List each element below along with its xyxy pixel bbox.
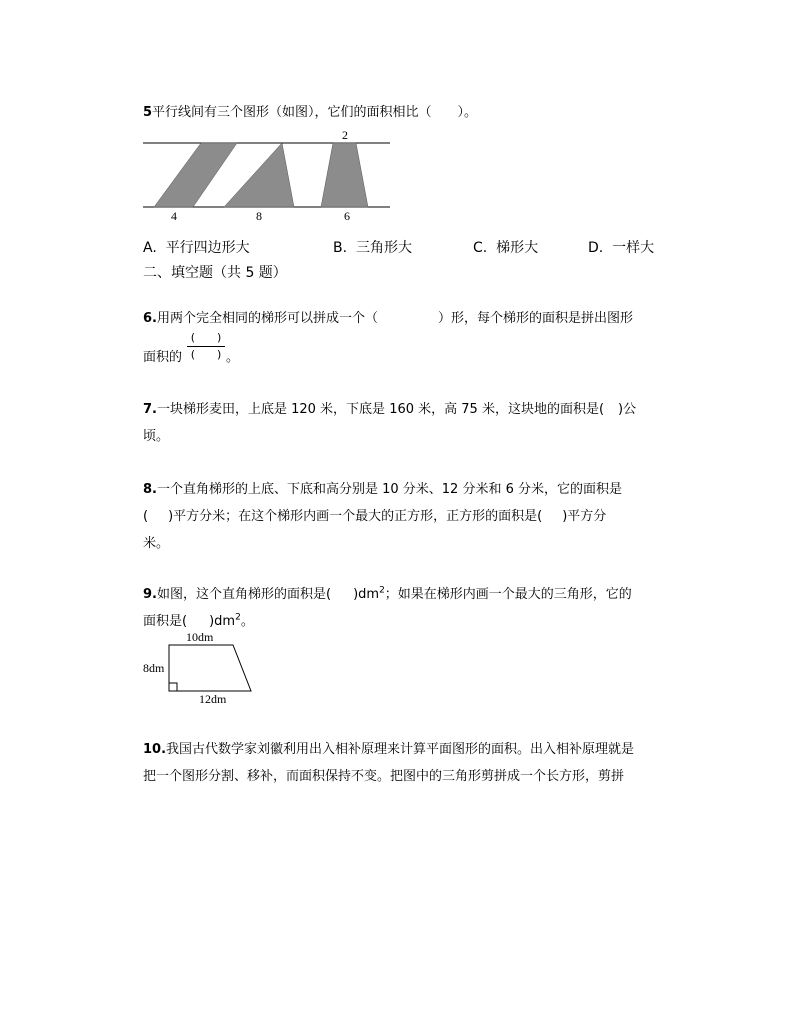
q7-line2: 顷。 [143,429,170,444]
option-c-text: 梯形大 [496,240,539,256]
q8-line1 [143,476,622,503]
option-b-text: 三角形大 [355,240,412,256]
q6-number: 6. [143,311,157,326]
q6-line1 [143,305,633,332]
q9-line1 [143,581,632,608]
q8-number: 8. [143,482,157,497]
triangle-shape [224,143,294,207]
q5-stem [143,99,477,126]
q7-text-2: )公 [618,402,637,417]
option-c-letter: C. [473,240,488,256]
q7-text-1: 一块梯形麦田，上底是 120 米，下底是 160 米，高 75 米，这块地的面积是( [156,402,605,417]
option-d-text: 一样大 [612,240,655,256]
q8-text-3: )平方分米；在这个梯形内画一个最大的正方形，正方形的面积是( [168,509,543,524]
q9-unit-2: )dm [209,614,236,629]
triangle-base-label: 8 [256,209,262,223]
option-a-letter: A. [143,240,157,256]
q9-sup-2: 2 [235,612,241,623]
trapezoid-shape [321,143,368,207]
option-d-letter: D. [588,240,604,256]
q6-text-1: 用两个完全相同的梯形可以拼成一个（ [156,311,378,326]
q7-line1 [143,396,636,423]
q9-number: 9. [143,587,157,602]
fraction-numerator: ( ) [190,331,222,344]
bottom-base-label: 12dm [199,692,227,706]
q9-sup-1: 2 [379,585,385,596]
q9-unit-1: )dm [353,587,380,602]
top-base-label: 10dm [186,630,214,644]
q8-text-2: ( [143,509,149,524]
q6-text-2: ）形，每个梯形的面积是拼出图形 [438,311,634,326]
fraction-bar [187,346,225,347]
q7-number: 7. [143,402,157,417]
option-a-text: 平行四边形大 [165,240,250,256]
trapezoid-base-label: 6 [344,209,350,223]
fraction-denominator: ( ) [190,348,222,361]
q10-text-1: 我国古代数学家刘徽利用出入相补原理来计算平面图形的面积。出入相补原理就是 [166,742,635,757]
q5-number: 5 [143,105,153,120]
q6-fraction-blank[interactable] [185,330,227,362]
q9-figure [140,628,260,710]
q5-option-d[interactable] [588,238,654,258]
q9-text-2: ；如果在梯形内画一个最大的三角形，它的 [384,587,632,602]
trapezoid-top-label: 2 [342,128,348,142]
q8-line3: 米。 [143,536,170,551]
parallelogram-shape [154,143,237,207]
q5-text: 平行线间有三个图形（如图），它们的面积相比（ ）。 [152,105,478,120]
option-b-letter: B. [333,240,348,256]
height-label: 8dm [143,661,165,675]
q6-text-3: 面积的 [143,350,183,365]
q10-line1 [143,736,634,763]
right-angle-mark [169,683,177,691]
q5-option-b[interactable] [333,238,412,258]
q10-line2: 把一个图形分割、移补，而面积保持不变。把图中的三角形剪拼成一个长方形，剪拼 [143,769,625,784]
q8-text-1: 一个直角梯形的上底、下底和高分别是 10 分米、12 分米和 6 分米，它的面积是 [156,482,623,497]
q10-number: 10. [143,742,167,757]
q8-line2 [143,503,606,530]
q5-figure [140,124,395,224]
q5-option-c[interactable] [473,238,538,258]
q8-text-4: )平方分 [562,509,607,524]
section-heading: 二、填空题（共 5 题） [143,265,287,281]
q9-text-4: 。 [240,614,254,629]
right-trapezoid [169,645,251,691]
parallelogram-base-label: 4 [171,209,177,223]
q9-text-3: 面积是( [143,614,188,629]
q5-option-a[interactable] [143,238,250,258]
q9-text-1: 如图，这个直角梯形的面积是( [156,587,332,602]
q6-text-4: 。 [226,350,240,365]
